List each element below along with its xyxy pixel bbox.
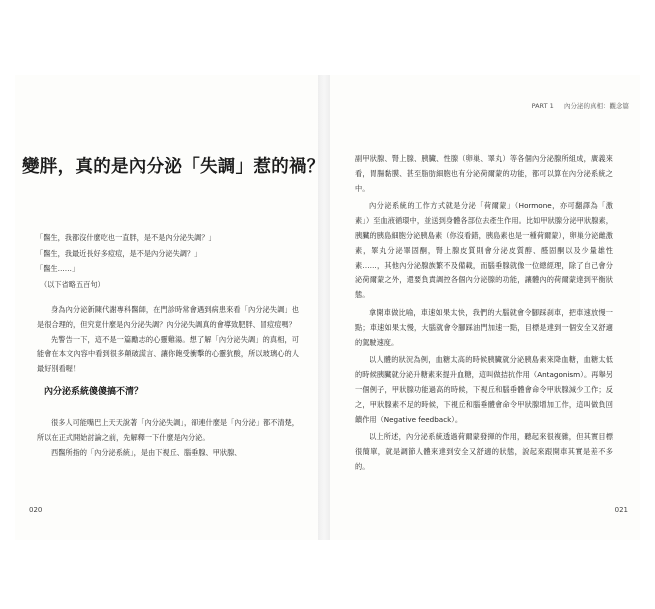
paragraph: 很多人可能嘴巴上天天說著「內分泌失調」，卻連什麼是「內分泌」都不清楚，所以在正式開始討論之前，先解釋一下什麼是內分泌。 xyxy=(37,418,299,442)
paragraph: 西醫所指的「內分泌系統」，是由下視丘、腦垂腺、甲狀腺、 xyxy=(51,447,242,457)
chapter-title: 變胖，真的是內分泌「失調」惹的禍？ xyxy=(22,157,325,177)
header-separator xyxy=(558,102,560,110)
quote-line: 「醫生，我都沒什麼吃也一直胖，是不是內分泌失調？」 xyxy=(36,233,216,242)
quote-omission-note: （以下省略五百句） xyxy=(40,279,105,289)
paragraph: 身為內分泌新陳代謝專科醫師，在門診時常會遇到病患來看「內分泌失調」也是很合理的，但究竟什麼是內分泌失調？內分泌失調真的會導致肥胖、冒痘痘嗎？ xyxy=(37,305,299,329)
running-header xyxy=(532,101,629,110)
section-text xyxy=(37,416,299,460)
quote-line: 「醫生……」 xyxy=(36,264,80,273)
paragraph: 副甲狀腺、腎上腺、胰臟、性腺（卵巢、睪丸）等各個內分泌腺所組成，廣義來看，胃腸黏膜、甚至脂肪細胞也有分泌荷爾蒙的功能，都可以算在內分泌系統之中。 xyxy=(355,154,613,193)
book-gutter xyxy=(318,75,330,540)
header-chapter-title: 內分泌的真相：觀念篇 xyxy=(564,102,629,110)
intro-text xyxy=(37,303,299,377)
paragraph: 以上所述，內分泌系統透過荷爾蒙發揮的作用，聽起來很複雜，但其實目標很簡單，就是調節人體來達到安全又舒適的狀態，說起來跟開車其實是差不多的。 xyxy=(355,432,613,471)
right-page-text xyxy=(355,152,613,478)
page-number-left: 020 xyxy=(29,506,43,514)
paragraph: 內分泌系統的工作方式就是分泌「荷爾蒙」（Hormone，亦可翻譯為「激素」）至血液循環中，並送到身體各部位去產生作用。比如甲狀腺分泌甲狀腺素，胰臟的胰島細胞分泌胰島素（你沒看錯，胰島素也是一種荷爾蒙），卵巢分泌雌激素，睪丸分泌睪固酮，腎上腺皮質則會分泌皮質醇、醛固酮以及少量雄性素……，其他內分泌腺族繁不及備載，而腦垂腺就像一位總經理，除了自己會分泌荷爾蒙之外，還要負責調控各個內分泌腺的功能，讓體內的荷爾蒙達到平衡狀態。 xyxy=(355,201,613,300)
header-part: PART 1 xyxy=(531,102,554,110)
quote-block xyxy=(36,230,286,292)
paragraph: 先警告一下，這不是一篇勵志的心靈雞湯。想了解「內分泌失調」的真相，可能會在本文內容中看到很多顛破謊言、讓你飽受衝擊的心靈犺酸，所以玻璃心的人最好別看喔！ xyxy=(37,334,299,374)
page-number-right: 021 xyxy=(614,506,628,514)
paragraph: 以人體的狀況為例，血糖太高的時候胰臟就分泌胰島素來降血糖，血糖太低的時候胰臟就分泌升糖素來提升血糖，這叫做拮抗作用（Antagonism）。再舉另一個例子，甲狀腺功能過高的時候，下視丘和腦垂體會命令甲狀腺減少工作；反之，甲狀腺素不足的時候，下視丘和腦垂體會命令甲狀腺增加工作，這叫做負回饋作用（Negative feedback）。 xyxy=(355,355,613,424)
quote-line: 「醫生，我最近長好多痘痘，是不是內分泌失調？」 xyxy=(36,248,202,258)
paragraph: 拿開車做比喻，車速如果太快，我們的大腦就會令腳踩刹車，把車速放慢一點；車速如果太慢，大腦就會令腳踩油門加速一點，目標是達到一個安全又舒適的駕駛速度。 xyxy=(355,307,613,347)
section-heading: 內分泌系統傻傻搞不清？ xyxy=(44,387,144,397)
